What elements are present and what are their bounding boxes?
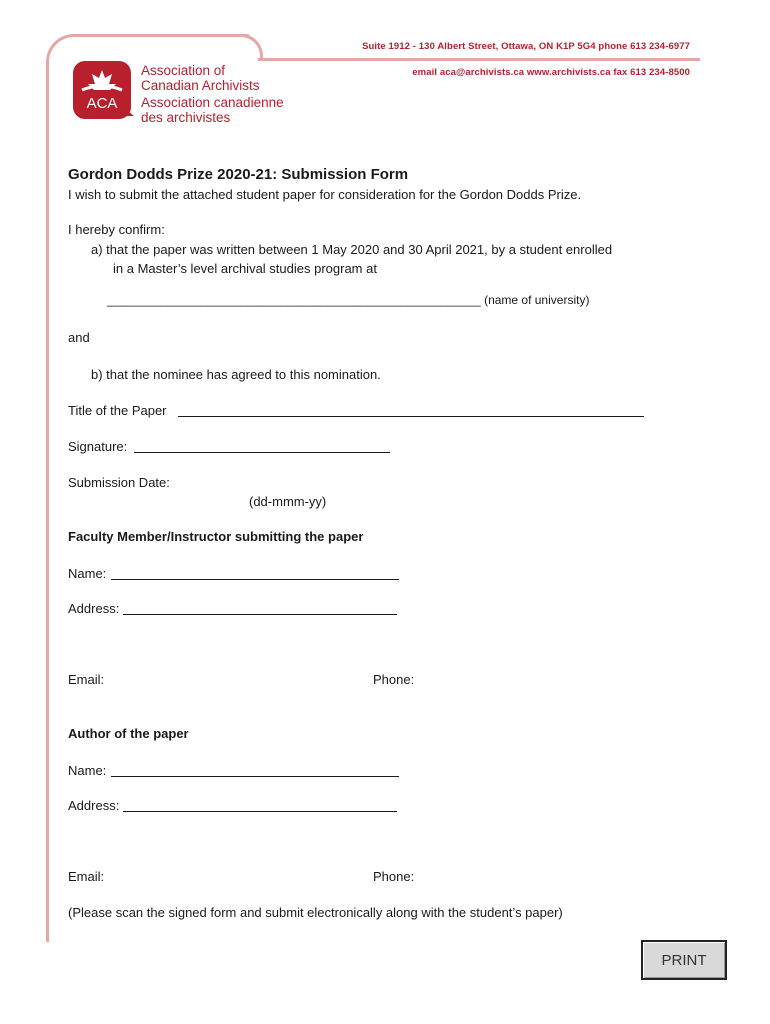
author-address-label: Address:	[68, 798, 120, 813]
author-email-label: Email:	[68, 869, 105, 884]
signature-field[interactable]	[134, 452, 390, 453]
faculty-name-label: Name:	[68, 566, 107, 581]
org-names	[141, 63, 284, 125]
logo-text: ACA	[86, 95, 118, 112]
author-heading: Author of the paper	[68, 726, 189, 741]
item-b: b) that the nominee has agreed to this nomination.	[91, 367, 381, 382]
print-button-label: PRINT	[661, 951, 707, 969]
date-format-hint: (dd-mmm-yy)	[249, 494, 327, 509]
org-name-fr-2: des archivistes	[141, 110, 231, 125]
confirm-label: I hereby confirm:	[68, 222, 165, 237]
and-text: and	[68, 330, 90, 345]
footer-note: (Please scan the signed form and submit electronically along with the student’s paper)	[68, 905, 563, 920]
header-frame-tab	[232, 34, 263, 59]
paper-title-field[interactable]	[178, 416, 644, 417]
faculty-phone-label: Phone:	[373, 672, 415, 687]
form-intro: I wish to submit the attached student paper for consideration for the Gordon Dodds Prize.	[68, 187, 582, 202]
faculty-email-label: Email:	[68, 672, 105, 687]
contact-email-web: email aca@archivists.ca www.archivists.ca fax 613 234-8500	[412, 67, 690, 78]
contact-address: Suite 1912 - 130 Albert Street, Ottawa, ON K1P 5G4 phone 613 234-6977	[362, 41, 690, 52]
author-phone-label: Phone:	[373, 869, 415, 884]
item-a-line2: in a Master’s level archival studies program at	[113, 261, 377, 276]
university-field[interactable]: ________________________________________________________ (name of university)	[107, 293, 590, 307]
print-button[interactable]	[641, 940, 727, 980]
page-frame-left	[46, 70, 49, 942]
paper-title-label: Title of the Paper	[68, 403, 167, 418]
org-name-fr-1: Association canadienne	[141, 95, 284, 110]
org-name-en-1: Association of	[141, 63, 226, 78]
author-name-label: Name:	[68, 763, 107, 778]
signature-label: Signature:	[68, 439, 128, 454]
org-name-en-2: Canadian Archivists	[141, 78, 260, 93]
faculty-address-label: Address:	[68, 601, 120, 616]
faculty-heading: Faculty Member/Instructor submitting the paper	[68, 529, 364, 544]
author-address-field[interactable]	[123, 811, 397, 812]
faculty-name-field[interactable]	[111, 579, 399, 580]
author-name-field[interactable]	[111, 776, 399, 777]
submission-date-label: Submission Date:	[68, 475, 170, 490]
item-a-line1: a) that the paper was written between 1 May 2020 and 30 April 2021, by a student enrolled	[91, 242, 613, 257]
form-title: Gordon Dodds Prize 2020-21: Submission Form	[68, 166, 409, 183]
aca-logo	[72, 60, 136, 120]
header-frame-line	[258, 58, 700, 61]
faculty-address-field[interactable]	[123, 614, 397, 615]
